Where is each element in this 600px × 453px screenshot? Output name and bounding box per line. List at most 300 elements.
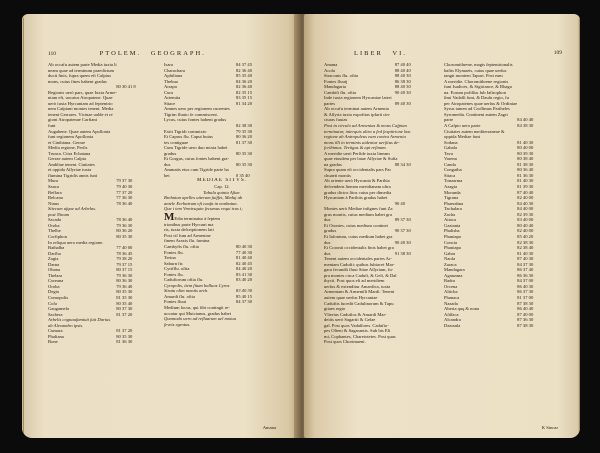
line-text: Ab oriente uerò Hyrcania & Parthia xyxy=(324,178,390,184)
coordinate-value: 87 40 40 xyxy=(517,189,534,195)
line-text: & Aſſyria iuxta expofitas ipfarū cin- xyxy=(324,111,391,117)
line-text: et Cinthiana. Gerrae xyxy=(48,139,86,145)
line-text: cturas fuuias xyxy=(324,117,348,123)
coordinate-value: 82 35 15 xyxy=(235,89,252,95)
line-text: tenent Gerrares. Vicinae ualde ei re xyxy=(48,111,113,117)
coordinate-value: 87 40 40 xyxy=(394,62,411,67)
line-text: dus xyxy=(164,161,171,167)
coordinate-value: 83 40 20 xyxy=(235,277,252,283)
line-text: Cyropolis, item fitum balluos Cyros xyxy=(164,282,230,288)
coordinate-value: 91 38 30 xyxy=(394,250,411,256)
line-text: Tenent autem occidentales partes Ar- xyxy=(324,256,392,262)
line-text: MEdia terminatur à ſeptem xyxy=(164,211,220,222)
line-text: Comopolis xyxy=(48,294,69,300)
line-text: mi, Cophantes, Chareiotetes. Post quas xyxy=(324,333,396,339)
coordinate-value: 88 34 30 xyxy=(394,161,411,167)
coordinate-value: 79 40 30 xyxy=(116,184,133,190)
coordinate-value: 89 37 30 xyxy=(394,217,411,223)
line-text: Tava xyxy=(444,150,453,156)
line-text: Cap. 12. xyxy=(214,184,230,190)
line-text: Obana xyxy=(48,267,60,273)
coordinate-value: 81 36 30 xyxy=(116,339,133,345)
line-text: Acola xyxy=(324,67,335,73)
line-text: Sitace xyxy=(164,100,176,106)
line-text: Badra xyxy=(444,278,455,284)
line-text: Cura xyxy=(164,89,173,95)
line-text: Thebua xyxy=(164,78,178,84)
line-text: Thelbe xyxy=(48,228,61,234)
coordinate-value: 79 37 30 xyxy=(116,178,133,184)
line-text: Varena xyxy=(444,156,457,162)
coordinate-value: 84 40 00 xyxy=(517,206,534,212)
coordinate-value: 82 36 40 xyxy=(235,67,252,73)
line-text: Darna xyxy=(48,261,60,267)
coordinate-value: 81 40 30 xyxy=(517,178,534,184)
coordinate-value: 81 40 40 xyxy=(235,255,252,261)
coordinate-value: 87 38 30 xyxy=(517,300,534,306)
line-text: Et Coronii occidentalis finis habet gra xyxy=(324,245,394,251)
line-text: Ammatis eius cum Tigride parte ha xyxy=(164,167,229,173)
line-text: Terina xyxy=(164,255,176,261)
line-text: dus xyxy=(324,250,331,256)
line-text: mons illi in terminis uidentur uerſitus de- xyxy=(324,139,400,145)
line-text: In reliqua uero media regione. xyxy=(48,239,104,245)
text-line xyxy=(48,339,158,345)
coordinate-value: 86 37 30 xyxy=(517,289,534,295)
coordinate-value: 83 40 00 xyxy=(517,217,534,223)
line-text: Cyrifflu. oftia xyxy=(164,266,190,272)
line-text: Cadufiorum oftia flu. xyxy=(164,277,204,283)
coordinate-value: 80 38 40 xyxy=(517,156,534,162)
coordinate-value: 90 40 30 xyxy=(394,89,411,95)
line-text: Alticba xyxy=(444,289,458,295)
line-text: Phanaca xyxy=(444,294,460,300)
line-text: Straconis flu. oftia xyxy=(324,73,359,79)
coordinate-value: 77 36 30 xyxy=(116,195,133,201)
line-text: Atiaca xyxy=(444,217,456,223)
coordinate-value: 90 40 xyxy=(394,200,406,206)
coordinate-value: 85 40 20 xyxy=(517,233,534,239)
line-text: Gabala xyxy=(444,145,458,151)
coordinate-value: 81 37 20 xyxy=(116,328,133,334)
line-text: Phaerabna xyxy=(444,200,464,206)
line-text: Cum Tigride uero duo mixta habet xyxy=(164,145,228,151)
line-text: ſcribimus. Tertigus & apt reſinam. xyxy=(324,145,387,151)
line-text: Ambliae tenent. Ciuitates xyxy=(48,161,95,167)
line-text: funt Isadices, & Sigiriance, & Rhaga xyxy=(444,84,512,90)
coordinate-value: 79 36 40 xyxy=(116,283,133,289)
line-text: thycii. Post quos eſt ad meridiem xyxy=(324,278,385,284)
left-page-edge xyxy=(22,18,24,434)
line-text: Sodana xyxy=(444,139,458,145)
line-text: Corfiphon xyxy=(48,233,67,239)
line-text: Fontes fluui xyxy=(164,299,187,305)
coordinate-value: 77 40 00 xyxy=(116,245,133,251)
line-text: Alcandra xyxy=(444,317,461,323)
line-text: Et Orontes, cuius medium continet xyxy=(324,222,388,228)
line-text: grus montis, cuius medium habet gra xyxy=(324,211,392,217)
coordinate-value: 80 35 30 xyxy=(116,289,133,295)
coordinate-value: 81 37 30 xyxy=(235,139,252,145)
line-text: Et Gorgus, cuius fontes habent gra- xyxy=(164,156,229,162)
coordinate-value: 81 40 30 xyxy=(517,250,534,256)
coordinate-value: 82 40 00 xyxy=(517,195,534,201)
coordinate-value: 80 35 30 xyxy=(116,233,133,239)
line-text: Amardi flu. oftia xyxy=(164,293,195,299)
line-text: meniam Cadufii; quibus fubiacet Mar- xyxy=(324,261,395,267)
coordinate-value: 84 36 20 xyxy=(235,78,252,84)
line-text: Fontes flu. xyxy=(164,271,184,277)
line-text: Sauca xyxy=(48,184,59,190)
line-text: Lycus, cuius fontes habent gradus xyxy=(164,117,227,123)
coordinate-value: 86 38 30 xyxy=(394,78,411,84)
line-text: Supra quam eſt occidentalis pars Par xyxy=(324,167,391,173)
coordinate-value: 84 37 45 xyxy=(235,62,252,67)
coordinate-value: 80 39 30 xyxy=(517,150,534,156)
coordinate-value: 79 35 30 xyxy=(235,128,252,134)
drop-cap: M xyxy=(164,211,175,222)
line-text: pes Oſteni & Sagarantis. Sub his Eli xyxy=(324,328,391,334)
line-text: Montes uerò Mediae infignes funt Za xyxy=(324,206,393,212)
line-text: na gradus xyxy=(324,161,342,167)
line-text: Aberia quę & nona xyxy=(444,306,480,312)
line-text: Quomodo uero ad refluarum uel moiua xyxy=(164,316,237,322)
line-text: Isara xyxy=(164,62,173,67)
line-text: baſtis Elymaeis, cuius quae uerſus xyxy=(444,67,507,73)
line-text: Phaliana xyxy=(48,333,64,339)
line-text: Darfha xyxy=(48,250,61,256)
line-text: Stratu olim montis arch. xyxy=(164,288,209,294)
line-text: Cumara xyxy=(48,328,63,334)
line-text: Oroba xyxy=(48,283,60,289)
line-text: Post ciſ fum ad Armeniae xyxy=(164,232,211,238)
left-column-a xyxy=(48,62,158,345)
line-text: Aſiſſaca xyxy=(444,311,459,317)
coordinate-value: 81 34 20 xyxy=(235,100,252,106)
coordinate-value: 88 40 30 xyxy=(394,73,411,79)
coordinate-value: 89 40 30 xyxy=(394,100,411,106)
line-text: Azagia xyxy=(444,184,458,190)
coordinate-value: 84 40 30 xyxy=(517,200,534,206)
coordinate-value: 87 40 30 xyxy=(517,256,534,262)
line-text: Concia xyxy=(444,239,458,245)
line-text: Saburn ftr. xyxy=(164,260,184,266)
coordinate-value: 78 36 40 xyxy=(116,217,133,223)
line-text: Bathalba xyxy=(48,245,65,251)
text-line xyxy=(324,339,438,345)
coordinate-value: 80 35 30 xyxy=(116,333,133,339)
line-text: Belcana xyxy=(48,195,63,201)
line-text: bet xyxy=(164,172,170,178)
line-text: Sacbera xyxy=(48,311,63,317)
coordinate-value: 77 40 30 xyxy=(235,249,252,255)
right-page-number: 109 xyxy=(553,50,562,56)
line-text: Sitaca xyxy=(444,172,456,178)
line-text: funt regionem Apollonia xyxy=(48,134,94,140)
line-text: flumina Tigridis annis funt xyxy=(48,172,98,178)
line-text: funt xyxy=(48,123,56,129)
line-text: uerò iuxta Hyrcaniam ad feptentrio xyxy=(48,100,113,106)
coordinate-value: 87 38 30 xyxy=(517,322,534,328)
line-text: MEDIAE SITVS. xyxy=(196,178,248,184)
right-running-head xyxy=(324,50,562,57)
open-book xyxy=(22,14,582,438)
line-text: Aganzana xyxy=(444,272,463,278)
line-text: trionibus parte Hyrcani ma xyxy=(164,221,214,227)
coordinate-value: 79 36 30 xyxy=(116,222,133,228)
coordinate-value: 82 38 30 xyxy=(235,123,252,129)
line-text: Moranda xyxy=(444,189,461,195)
line-text: dus xyxy=(324,217,331,223)
line-text: Mura xyxy=(48,178,58,184)
line-text: Choromithrene, magis ſeptentrionalis xyxy=(444,62,513,67)
line-text: A meridie uerò Perſide iuxta lineam xyxy=(324,150,390,156)
text-line xyxy=(444,323,562,329)
line-text: ab Alexandro ipsis. xyxy=(48,322,84,328)
line-text: antele Ecrbatrum eft caufa in nonbatun. xyxy=(164,200,238,206)
coordinate-value: 0 35 40 xyxy=(235,172,250,178)
line-text: Regionis uerò pars, quae Iuxta Arme- xyxy=(48,89,117,95)
line-text: Syrus tamen ad Croſſimus Partheles xyxy=(444,106,510,112)
line-text: Cadufiis ſucedit Cadulinorum & Tapu xyxy=(324,300,394,306)
coordinate-value: 81 38 30 xyxy=(517,161,534,167)
line-text: Fontes flu. xyxy=(164,249,184,255)
line-text: Oroba xyxy=(48,222,60,228)
coordinate-value: 86 37 40 xyxy=(517,267,534,273)
coordinate-value: 79 37 15 xyxy=(116,261,133,267)
line-text: finem Araxis flu. fumina xyxy=(164,238,210,244)
coordinate-value: 80 36 20 xyxy=(116,228,133,234)
coordinate-value: 84 38 30 xyxy=(517,123,534,129)
coordinate-value: 82 40 45 xyxy=(235,260,252,266)
line-text: Fontes fluuij xyxy=(324,78,348,84)
line-text: Arbelis cognaufamiuit fuit Darius xyxy=(48,317,111,323)
line-text: Bone xyxy=(48,339,58,345)
line-text: terminatur, interquis ultra a ſed fexpitrione bac xyxy=(324,128,411,134)
line-text: Tonzarma xyxy=(444,178,463,184)
line-text: Et Iafonium, cuius medium habet gra xyxy=(324,233,393,239)
line-text: parte xyxy=(444,117,454,123)
right-column-b xyxy=(444,62,562,328)
coordinate-value: 84 37 00 xyxy=(517,278,534,284)
coordinate-value: 87 40 00 xyxy=(517,311,534,317)
line-text: regione ab Antropuleus eam contra Armenia xyxy=(324,134,406,140)
line-text: Gaugamela xyxy=(48,306,69,312)
line-text: gradus dictos ſitos cuius per dimedia xyxy=(324,189,392,195)
line-text: Trunca. Citra Ecbatana xyxy=(48,150,91,156)
line-text: Aphiliana xyxy=(164,73,183,79)
left-head-left: PTOLEM. xyxy=(99,50,142,57)
line-text: chuaeti montis xyxy=(324,172,351,178)
line-text: ſeveis egrotus. xyxy=(164,321,191,327)
coordinate-value: 84 40 20 xyxy=(235,266,252,272)
coordinate-value: 84 37 30 xyxy=(517,261,534,267)
line-text: Zacha xyxy=(444,211,456,217)
line-text: quae eiusdem per latae Aſſyriae & Sufia xyxy=(324,156,398,162)
line-text: nem Caſpiani montes tenent. Media xyxy=(48,106,114,112)
left-page xyxy=(22,14,300,438)
line-text: gradus xyxy=(164,150,177,156)
coordinate-value: 82 38 40 xyxy=(517,245,534,251)
line-text: Syromedia. Continent autem Zagri xyxy=(444,111,508,117)
coordinate-value: 90 37 30 xyxy=(394,228,411,234)
line-text: Ab occafu terminat autem Armenia xyxy=(324,106,389,112)
coordinate-value: 81 36 30 xyxy=(517,172,534,178)
line-text: Amnes uero per regionem currentes xyxy=(164,106,230,112)
line-text: Cambyfis flu. oftia xyxy=(164,243,199,249)
coordinate-value: 82 40 00 xyxy=(517,228,534,234)
line-text: dus xyxy=(324,239,331,245)
line-text: tes contiguae xyxy=(164,139,189,145)
line-text: autem quae uerſus Hyrcaniae xyxy=(324,294,378,300)
line-text: gitaes regio xyxy=(324,306,346,312)
line-text: Artemita xyxy=(164,95,181,101)
coordinate-value: 84 40 40 xyxy=(517,117,534,123)
line-text: Congatha xyxy=(444,167,462,173)
text-line xyxy=(164,322,280,328)
coordinate-value: 80 40 00 xyxy=(517,145,534,151)
line-text: Gaziania xyxy=(444,222,461,228)
line-text: Zagia xyxy=(48,256,59,262)
left-head-right: GEOGRAPH. xyxy=(150,50,206,57)
line-text: Thelara xyxy=(48,272,63,278)
right-column-a xyxy=(324,62,438,345)
line-text: gal. Post quos Vadaſſores. Cadufio- xyxy=(324,322,389,328)
line-text: et oppida Aſſyriae iuxta xyxy=(48,167,92,173)
coordinate-value: 80 40 30 xyxy=(235,243,252,249)
coordinate-value: 84 37 30 xyxy=(235,299,252,305)
line-text: Ab occafu autem parte Media iuxta li xyxy=(48,62,117,67)
line-text: Inde iuxta regionem Hyrcaniae lateri xyxy=(324,95,392,101)
coordinate-value: 82 39 30 xyxy=(517,211,534,217)
line-text: Tachalara xyxy=(444,206,462,212)
right-catchword: K Sincar xyxy=(541,425,558,430)
coordinate-value: 81 37 20 xyxy=(116,311,133,317)
coordinate-value: 78 36 40 xyxy=(116,200,133,206)
line-text: Post in circulo ad Armenias & mons Cafpian xyxy=(324,123,407,129)
coordinate-value: 80 37 30 xyxy=(116,306,133,312)
line-text: uerſus & extenditur Amardica, iuxta xyxy=(324,283,391,289)
line-text: Mandagara xyxy=(444,267,465,273)
line-text: uocatur qui Mutcianus, gradus habet xyxy=(164,310,231,316)
line-text: gara fecundū fluui Sitae Aſſyriam, fu- xyxy=(324,267,394,273)
line-text: gioni Atropatenae Carfiani xyxy=(48,117,97,123)
line-text: Amana xyxy=(324,62,338,67)
line-text: Que i tem Vrmirsquin ſecumus requi trus i; xyxy=(164,206,243,212)
line-text: Beffara xyxy=(48,189,62,195)
left-column-b xyxy=(164,62,280,327)
coordinate-value: 85 35 40 xyxy=(235,73,252,79)
line-text: Ninus xyxy=(48,200,59,206)
coordinate-value: 81 39 30 xyxy=(517,184,534,190)
line-text: Orcena xyxy=(444,283,458,289)
line-text: gradus xyxy=(324,228,337,234)
line-text: Media regione, Perſis xyxy=(48,145,88,151)
line-text: Exitt Tigridi commixto xyxy=(164,128,207,134)
line-text: Mandagaria xyxy=(324,84,346,90)
line-text: Cofa xyxy=(48,300,57,306)
coordinate-value: 90 40 30 xyxy=(394,239,411,245)
coordinate-value: 88 40 40 xyxy=(394,67,411,73)
coordinate-value: 79 38 20 xyxy=(116,256,133,262)
line-text: Phaniapa xyxy=(444,245,461,251)
coordinate-value: 77 37 20 xyxy=(116,189,133,195)
line-text: Sacada xyxy=(48,217,62,223)
line-text: Tabula quinta Aſiae. xyxy=(203,189,241,195)
line-text: deiiis uerò Sagartii & Gelae xyxy=(324,317,376,323)
line-text: Zaraca xyxy=(444,261,457,267)
coordinate-value: 85 40 15 xyxy=(235,293,252,299)
line-text: Tigrana xyxy=(444,195,459,201)
line-text: Gerrae autem Caſpia xyxy=(48,156,87,162)
line-text: Gabra xyxy=(444,250,456,256)
coordinate-value: 80 36 40 xyxy=(517,167,534,173)
line-text: Cambifi flu. oftia xyxy=(324,89,357,95)
coordinate-value: 86 40 40 xyxy=(517,306,534,312)
line-text: neam quae ad terminum praedictum xyxy=(48,67,115,73)
left-running-head xyxy=(48,50,278,57)
right-page-edge xyxy=(578,18,580,434)
line-text: Naofa xyxy=(444,256,456,262)
coordinate-value: 80 35 40 xyxy=(116,300,133,306)
coordinate-value: 86 40 30 xyxy=(517,283,534,289)
coordinate-value: 81 35 30 xyxy=(116,294,133,300)
line-text: Brebatun apelles uiterum fuiffet, Meduj ab xyxy=(164,195,243,201)
coordinate-value: 80 37 15 xyxy=(116,267,133,273)
line-text: A Cafpio uero parte xyxy=(444,123,481,129)
line-text: Sitecum ufque ad Arbelas. xyxy=(48,206,97,212)
coordinate-value: 80 36 20 xyxy=(235,134,252,140)
line-text: Augabene. Quae autem Apollonia xyxy=(48,128,111,134)
line-text: ducit finis, fupra quem eft Caſpius xyxy=(48,73,112,79)
line-text: Arrapa xyxy=(164,84,177,90)
right-page xyxy=(304,14,580,438)
line-text: Daziaula xyxy=(444,322,461,328)
line-text: tangit montem Tapuri. Post eam xyxy=(444,73,503,79)
line-text: Et Caprus flu. Caput buius xyxy=(164,134,213,140)
line-text: partes xyxy=(324,100,335,106)
line-text: Nazada xyxy=(444,300,458,306)
coordinate-value: 82 38 30 xyxy=(517,239,534,245)
line-text: Phalisba xyxy=(444,228,460,234)
line-text: Post quos Chorimaeni. xyxy=(324,339,366,345)
line-text: post Ninum xyxy=(48,211,70,217)
coordinate-value: 80 35 30 xyxy=(235,150,252,156)
line-text: Charachara xyxy=(164,67,185,73)
coordinate-value: 79 36 30 xyxy=(116,272,133,278)
line-text: Tigrim fluuio fe commiscent. xyxy=(164,111,218,117)
line-text: pra montes circa Cadufi, & Geli, & Dal xyxy=(324,272,397,278)
coordinate-value: 81 40 30 xyxy=(517,139,534,145)
coordinate-value: 83 40 30 xyxy=(235,288,252,294)
line-text: Coreana xyxy=(48,278,64,284)
coordinate-value: 78 36 45 xyxy=(116,250,133,256)
line-text: per Atropatenes quae uerſus & Ordiniae xyxy=(444,100,518,106)
left-catchword: Amana xyxy=(262,425,276,430)
coordinate-value: 88 40 30 xyxy=(394,84,411,90)
coordinate-value: 80 40 40 xyxy=(517,222,534,228)
coordinate-value: 86 36 30 xyxy=(517,272,534,278)
line-text: mons, cuius fines habent gradus xyxy=(48,78,107,84)
left-page-number: 110 xyxy=(48,51,57,57)
coordinate-value: 81 37 00 xyxy=(517,294,534,300)
line-text: Armeniam & Armeniſſi Mardi. Tenent xyxy=(324,289,395,295)
coordinate-value: 83 35 15 xyxy=(235,95,252,101)
coordinate-value: 83 41 30 xyxy=(235,271,252,277)
line-text: oppida Mediae funt xyxy=(444,134,480,140)
text-line xyxy=(164,212,280,222)
line-text: A meridie. Choromithrene regionis xyxy=(444,78,509,84)
